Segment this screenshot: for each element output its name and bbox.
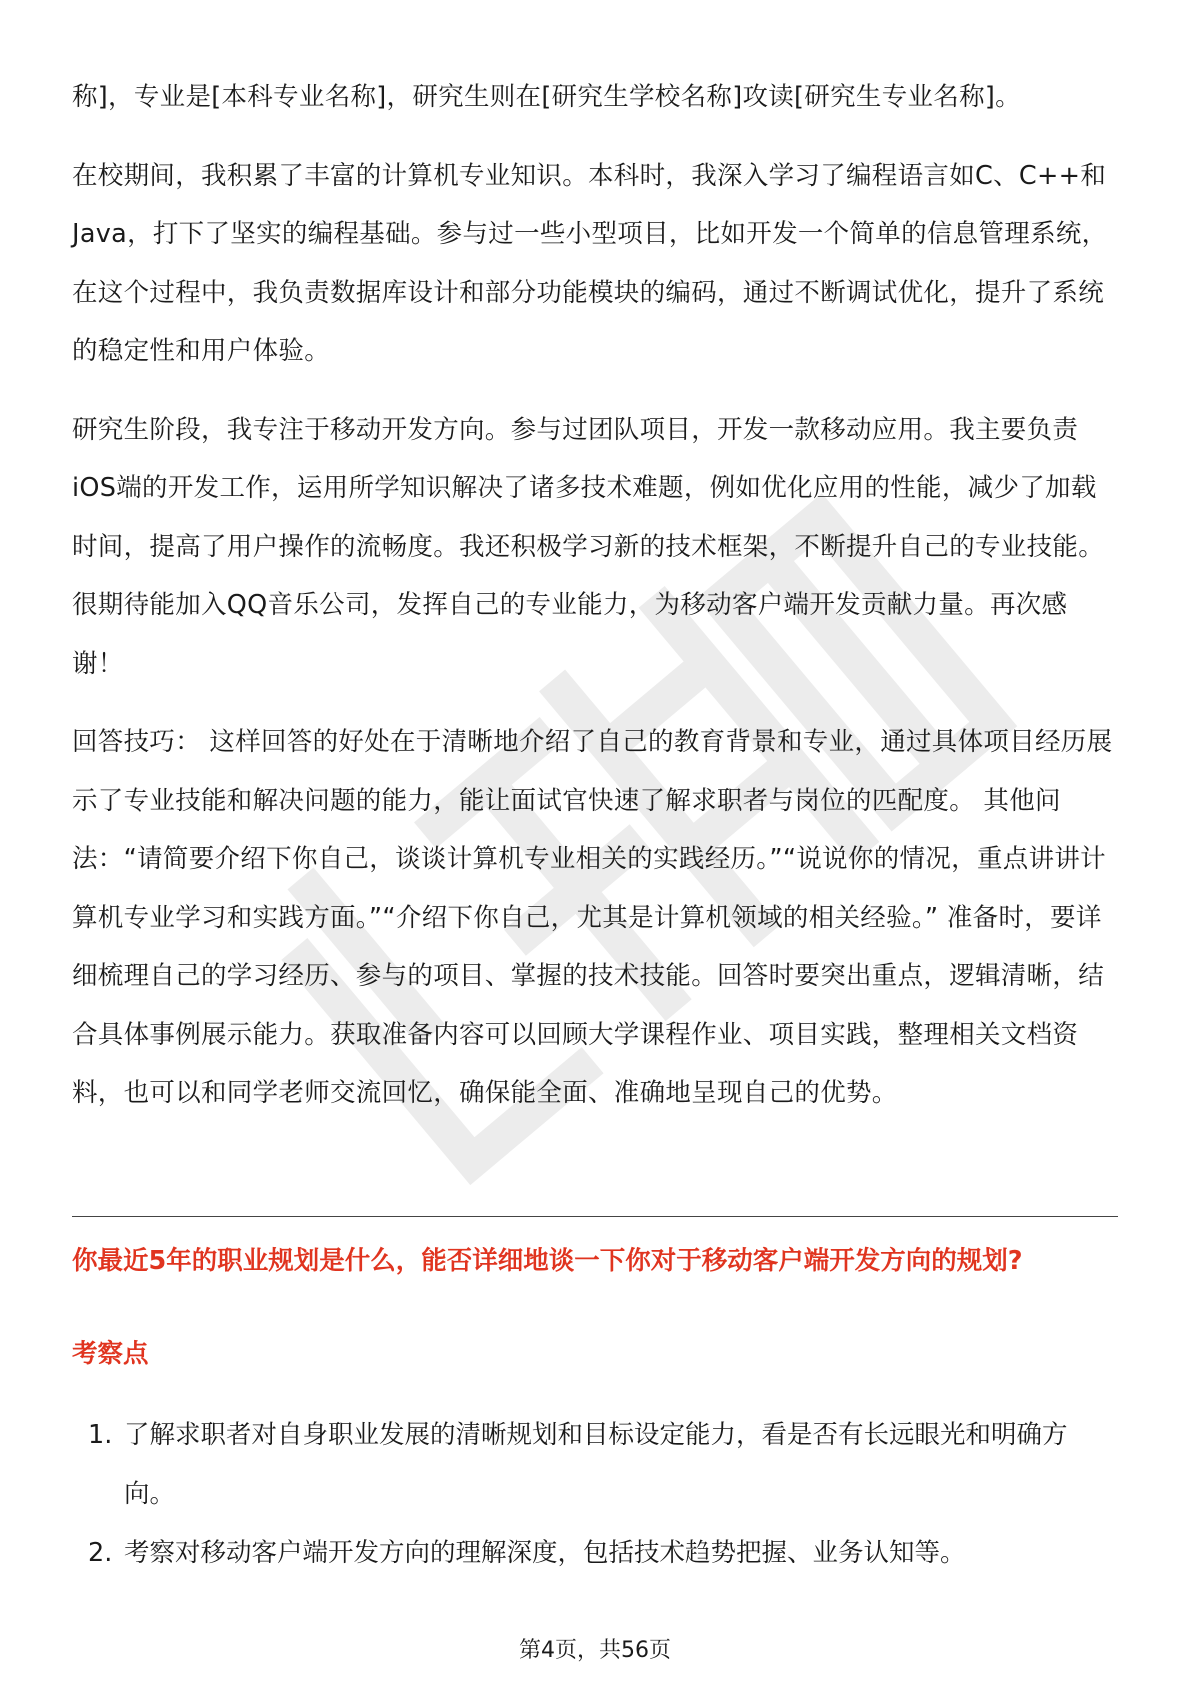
paragraph-education: 称]，专业是[本科专业名称]，研究生则在[研究生学校名称]攻读[研究生专业名称]。: [72, 82, 1021, 112]
list-number: 1.: [88, 1420, 113, 1450]
question-heading: 你最近5年的职业规划是什么，能否详细地谈一下你对于移动客户端开发方向的规划?: [72, 1246, 1023, 1276]
assessment-points-list: [72, 1406, 1118, 1584]
list-text: 考察对移动客户端开发方向的理解深度，包括技术趋势把握、业务认知等。: [124, 1538, 966, 1568]
list-item: [72, 1524, 1118, 1583]
section-title: 考察点: [72, 1339, 149, 1369]
paragraph-graduate: 研究生阶段，我专注于移动开发方向。参与过团队项目，开发一款移动应用。我主要负责iOS端的开发工作，运用所学知识解决了诸多技术难题，例如优化应用的性能，减少了加载时间，提高了用户操作的流畅度。我还积极学习新的技术框架，不断提升自己的专业技能。很期待能加入QQ音乐公司，发挥自己的专业能力，为移动客户端开发贡献力量。再次感谢！: [72, 414, 1105, 679]
list-item: [72, 1406, 1118, 1523]
paragraph-undergraduate: 在校期间，我积累了丰富的计算机专业知识。本科时，我深入学习了编程语言如C、C++和Java，打下了坚实的编程基础。参与过一些小型项目，比如开发一个简单的信息管理系统，在这个过程中，我负责数据库设计和部分功能模块的编码，通过不断调试优化，提升了系统的稳定性和用户体验。: [72, 160, 1108, 366]
answer-body: [72, 68, 1118, 1123]
list-text: 了解求职者对自身职业发展的清晰规划和目标设定能力，看是否有长远眼光和明确方向。: [124, 1420, 1068, 1509]
list-number: 2.: [88, 1538, 113, 1568]
section-divider: [72, 1216, 1118, 1217]
page-number: 第4页，共56页: [519, 1638, 671, 1663]
paragraph-answer-tips: 回答技巧： 这样回答的好处在于清晰地介绍了自己的教育背景和专业，通过具体项目经历展示了专业技能和解决问题的能力，能让面试官快速了解求职者与岗位的匹配度。 其他问法：“请简要介绍下你自己，谈谈计算机专业相关的实践经历。”“说说你的情况，重点讲讲计算机专业学习和实践方面。”“介绍下你自己，尤其是计算机领域的相关经验。” 准备时，要详细梳理自己的学习经历、参与的项目、掌握的技术技能。回答时要突出重点，逻辑清晰，结合具体事例展示能力。获取准备内容可以回顾大学课程作业、项目实践，整理相关文档资料，也可以和同学老师交流回忆，确保能全面、准确地呈现自己的优势。: [72, 727, 1113, 1108]
